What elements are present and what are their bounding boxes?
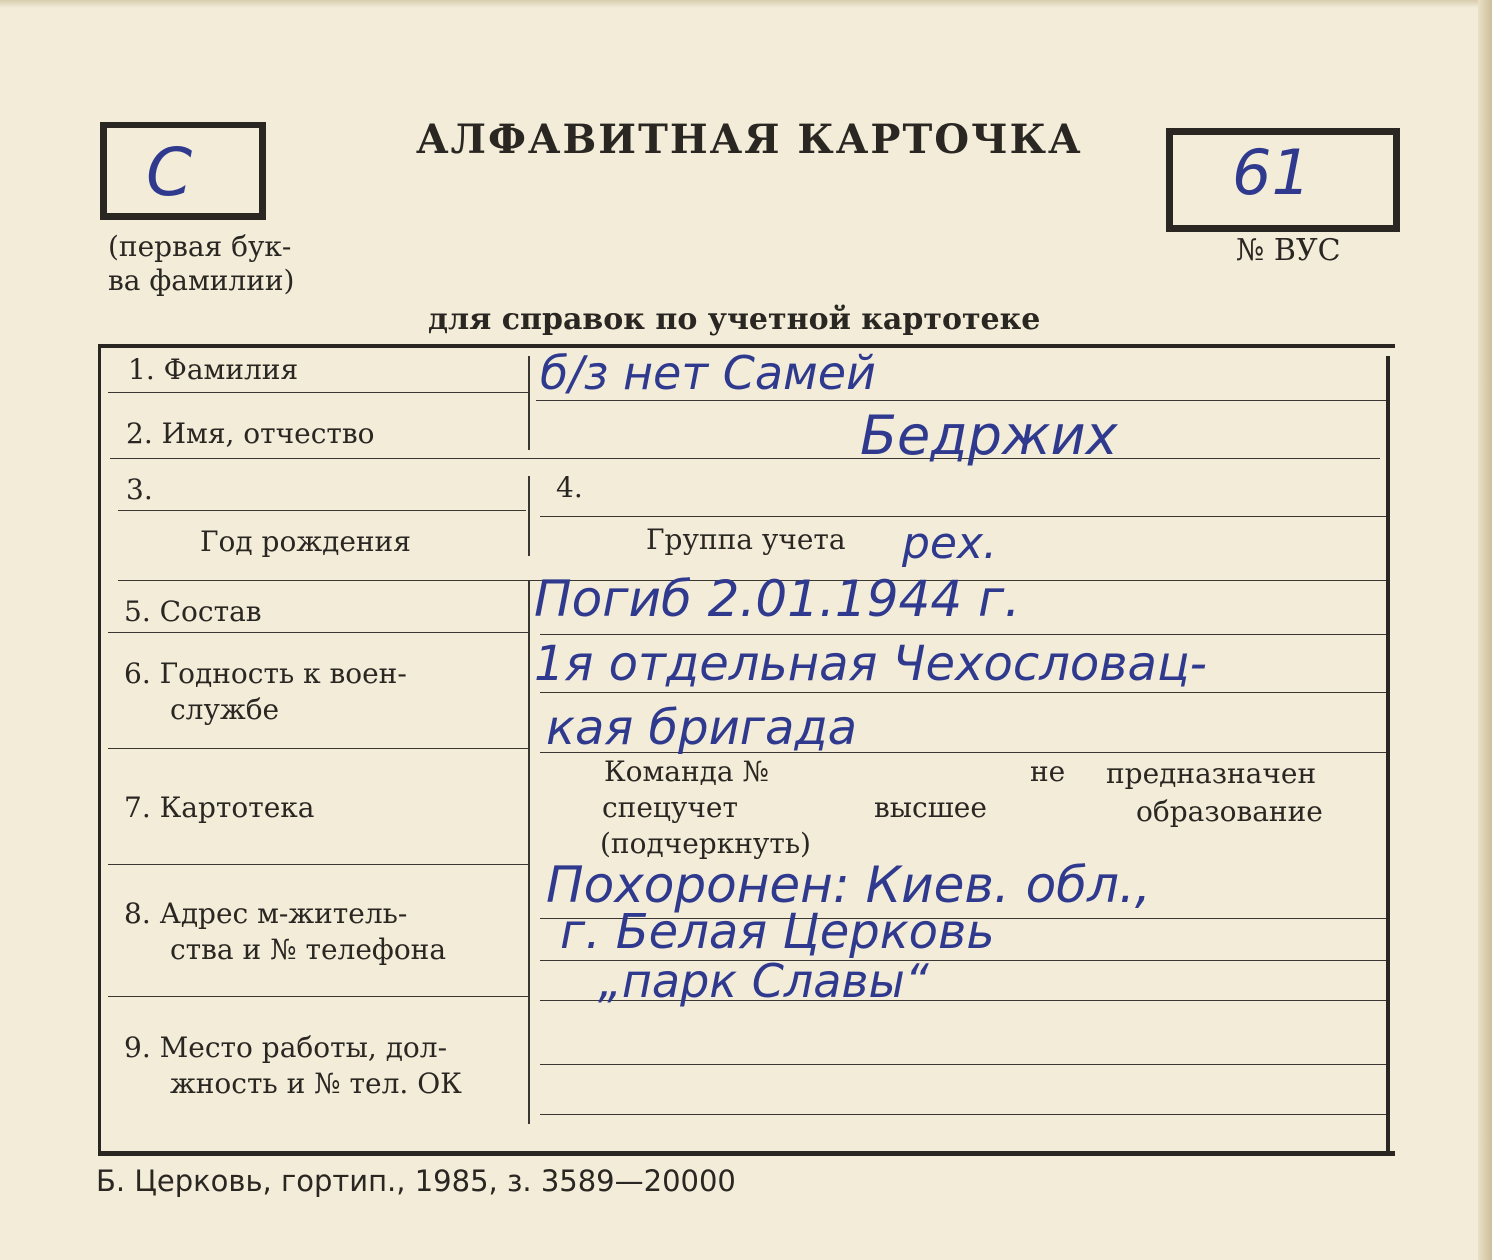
column-divider-mid: [528, 476, 530, 556]
assigned-label: предназначен: [1106, 757, 1317, 790]
field-file-label: 7. Картотека: [124, 791, 315, 824]
unit-handwritten-line1: 1я отдельная Чехословац-: [534, 636, 1207, 692]
surname-handwritten: б/з нет Самей: [540, 346, 876, 400]
unit-handwritten-line2: кая бригада: [546, 700, 858, 756]
higher-label: высшее: [874, 791, 987, 824]
burial-handwritten-line3: „парк Славы“: [598, 954, 929, 1008]
card-title: АЛФАВИТНАЯ КАРТОЧКА: [416, 116, 1083, 163]
burial-handwritten-line1: Похоронен: Киев. обл.,: [546, 856, 1151, 914]
field-name-patronymic-label: 2. Имя, отчество: [126, 417, 375, 450]
field-fitness-label-line2: службе: [170, 693, 280, 726]
rule-right-5: [540, 634, 1386, 635]
surname-letter-caption-line2: ва фамилии): [108, 264, 295, 297]
rule-left-3: [118, 510, 526, 511]
rule-left-5: [108, 632, 528, 633]
rule-left-7: [108, 864, 528, 865]
rule-left-6: [108, 748, 528, 749]
field-workplace-label-line2: жность и № тел. ОК: [170, 1067, 462, 1100]
field-registration-group-label: Группа учета: [646, 523, 846, 556]
burial-handwritten-line2: г. Белая Церковь: [560, 904, 995, 960]
rule-left-1: [108, 392, 528, 393]
registration-group-handwritten: рех.: [902, 518, 998, 569]
rule-right-9a: [540, 1064, 1386, 1065]
field-fitness-label-line1: 6. Годность к воен-: [124, 657, 407, 690]
vus-number-handwritten: 61: [1232, 136, 1311, 209]
special-registration-label: спецучет: [602, 791, 738, 824]
surname-letter-caption: [108, 230, 294, 298]
surname-letter-handwritten: С: [146, 134, 193, 211]
field-birth-year-label: Год рождения: [200, 525, 411, 558]
printer-imprint: Б. Церковь, гортип., 1985, з. 3589—20000: [96, 1164, 736, 1198]
team-number-label: Команда №: [604, 755, 769, 788]
field-4-number: 4.: [556, 471, 583, 504]
underline-hint: (подчеркнуть): [600, 827, 811, 860]
rule-right-6a: [540, 692, 1386, 693]
column-divider-bottom: [528, 580, 530, 1124]
card-subtitle: для справок по учетной картотеке: [428, 302, 1041, 337]
rule-full-2: [110, 458, 1380, 459]
vus-number-caption: № ВУС: [1236, 233, 1341, 268]
rule-right-9b: [540, 1114, 1386, 1115]
rule-right-1: [536, 400, 1386, 401]
form-right-border: [1386, 356, 1390, 1156]
card-right-edge: [1478, 0, 1492, 1260]
field-address-label-line1: 8. Адрес м-житель-: [124, 897, 408, 930]
surname-letter-caption-line1: (первая бук-: [108, 230, 292, 263]
composition-handwritten: Погиб 2.01.1944 г.: [534, 570, 1021, 628]
field-3-number: 3.: [126, 473, 153, 506]
field-surname-label: 1. Фамилия: [128, 353, 299, 386]
first-name-handwritten: Бедржих: [860, 404, 1118, 467]
rule-left-8: [108, 996, 528, 997]
not-label: не: [1030, 755, 1066, 788]
rule-right-3: [540, 516, 1386, 517]
field-workplace-label-line1: 9. Место работы, дол-: [124, 1031, 448, 1064]
card-top-edge: [0, 0, 1492, 8]
column-divider-top: [528, 356, 530, 450]
field-address-label-line2: ства и № телефона: [170, 933, 447, 966]
field-composition-label: 5. Состав: [124, 595, 262, 628]
education-label: образование: [1136, 795, 1323, 828]
